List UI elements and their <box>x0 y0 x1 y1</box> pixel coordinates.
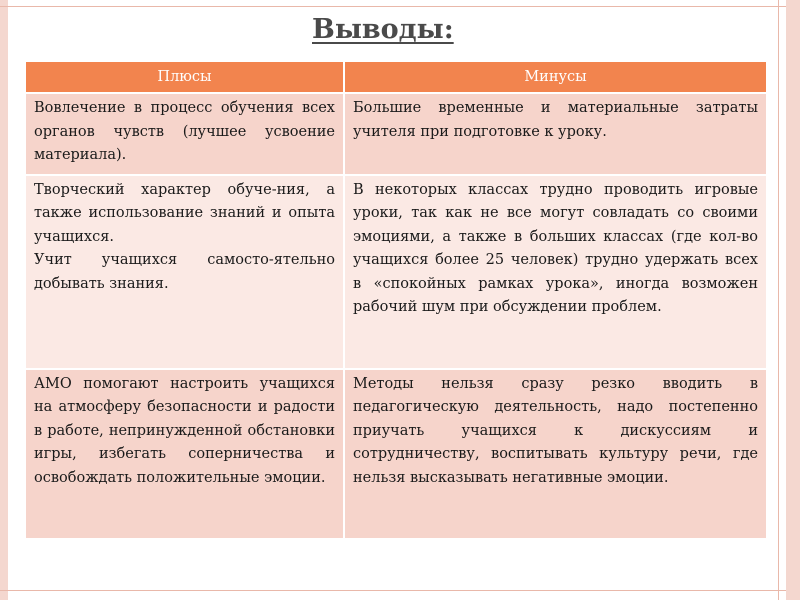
frame-line-top <box>0 6 786 7</box>
cons-cell <box>344 175 766 369</box>
cons-cell <box>344 93 766 175</box>
pros-cell <box>26 175 344 369</box>
table-row <box>26 93 766 175</box>
table-header-row <box>26 62 766 93</box>
header-pros: Плюсы <box>26 62 344 93</box>
cons-text: Большие временные и материальные затраты учителя при подготовке к уроку. <box>353 100 758 140</box>
cons-cell <box>344 369 766 538</box>
cons-text: В некоторых классах трудно проводить игровые уроки, так как не все могут совладать со своими эмоциями, а также в больших классах (где кол-во учащихся более 25 человек) трудно удержать всех в «спокойных рамках урока», иногда возможен рабочий шум при обсуждении проблем. <box>353 181 758 315</box>
pros-cons-table <box>26 62 766 538</box>
pros-text: Творческий характер обуче-ния, а также использование знаний и опыта учащихся. <box>34 181 335 245</box>
left-border-strip <box>0 0 8 600</box>
frame-line-bottom <box>0 590 786 591</box>
pros-cell <box>26 93 344 175</box>
cons-text: Методы нельзя сразу резко вводить в педагогическую деятельность, надо постепенно приучать учащихся к дискуссиям и сотрудничеству, воспитывать культуру речи, где нельзя высказывать негативные эмоции. <box>353 375 758 486</box>
pros-text: Вовлечение в процесс обучения всех органов чувств (лучшее усвоение материала). <box>34 100 335 163</box>
header-cons: Минусы <box>344 62 766 93</box>
table-row <box>26 369 766 538</box>
pros-text: АМО помогают настроить учащихся на атмосферу безопасности и радости в работе, непринужденной обстановки игры, избегать соперничества и освобождать положительные эмоции. <box>34 375 335 486</box>
slide-title: Выводы: <box>312 14 454 45</box>
frame-line-right <box>778 0 779 600</box>
table-row <box>26 175 766 369</box>
pros-cell <box>26 369 344 538</box>
right-border-strip <box>786 0 800 600</box>
pros-text: Учит учащихся самосто-ятельно добывать знания. <box>34 252 335 292</box>
